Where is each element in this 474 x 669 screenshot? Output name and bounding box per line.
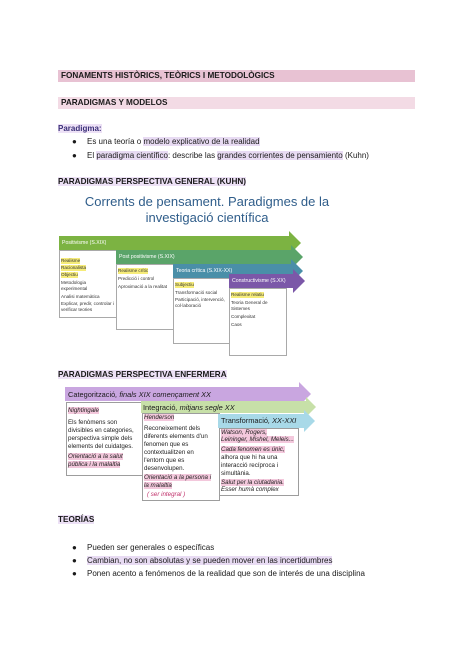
paradigma-label bbox=[58, 124, 102, 133]
transformacio-line-2: interacció recíproca i bbox=[221, 462, 279, 469]
paradigma-b2-post: (Kuhn) bbox=[342, 151, 369, 160]
constructivisme-line-4: Complexitat bbox=[231, 314, 256, 319]
integracio-line-6: desenvolupen. bbox=[144, 465, 185, 472]
paradigma-b1-highlight: modelo explicativo de la realidad bbox=[143, 137, 260, 146]
kuhn-title-b: Paradigmes de la bbox=[224, 194, 330, 209]
teorias-heading bbox=[58, 515, 94, 524]
categoritzacio-line-3: perspectiva simple dels bbox=[68, 435, 133, 442]
teorias-heading-text: TEORÍAS bbox=[58, 515, 95, 524]
positivisme-line-1: Realisme bbox=[61, 258, 81, 263]
integracio-line-1: Reconeixement dels bbox=[144, 425, 201, 432]
transformacio-tag: Watson, Rogers, bbox=[221, 429, 267, 436]
categoritzacio-pink-2: pública i la malaltia bbox=[68, 461, 121, 468]
paradigma-bullet-2 bbox=[87, 151, 369, 160]
positivisme-line-6: Analisi matemàtica bbox=[61, 294, 100, 299]
teorias-bullet-2 bbox=[87, 556, 332, 565]
constructivisme-line-3: Sistemes bbox=[231, 306, 250, 311]
positivisme-line-5: experimental bbox=[61, 286, 88, 291]
arrow-head bbox=[293, 269, 305, 293]
positivisme-label: Positivisme (S.XIX) bbox=[62, 240, 107, 246]
integracio-note: ( ser integral ) bbox=[147, 491, 186, 498]
subsection-title: PARADIGMAS Y MODELOS bbox=[61, 98, 168, 107]
transformacio-pink-1: Salut per la ciutadania. bbox=[221, 479, 284, 486]
transformacio-last: Esser humà complex bbox=[221, 486, 279, 493]
teoria-critica-line-3: Participació, intervenció, bbox=[175, 297, 225, 302]
teorias-bullet-1: Pueden ser generales o específicas bbox=[87, 543, 215, 552]
kuhn-heading bbox=[58, 177, 246, 186]
integracio-tag: Henderson bbox=[144, 414, 175, 421]
transformacio-line-3: simultània. bbox=[221, 470, 251, 477]
transformacio-line-1: alhora que hi ha una bbox=[221, 454, 278, 461]
paradigma-b2-text: El bbox=[87, 151, 97, 160]
postpositivisme-line-1: Realisme crític bbox=[118, 268, 149, 273]
integracio-line-4: contextualitzen en bbox=[144, 449, 194, 456]
positivisme-line-8: verificar teories bbox=[61, 307, 93, 312]
section-title: FONAMENTS HISTÒRICS, TEÒRICS I METODOLÒGICS bbox=[61, 71, 275, 80]
teoria-critica-line-4: col·laboració bbox=[175, 303, 202, 308]
categoritzacio-line-2: divisibles en categories, bbox=[68, 427, 134, 434]
paradigma-label-text: Paradigma: bbox=[58, 124, 102, 133]
transformacio-sub: , XX-XXI bbox=[267, 416, 297, 425]
teoria-critica-line-2: Transformació social bbox=[175, 290, 218, 295]
integracio-line-5: l'entorn que es bbox=[144, 457, 185, 464]
bullet-icon: ● bbox=[72, 151, 77, 160]
transformacio-pink-top: Cada fenomen es únic, bbox=[221, 446, 285, 453]
teorias-b2-text: Cambian, no son absolutas y se pueden mover en las incertidumbres bbox=[87, 556, 333, 565]
kuhn-heading-text: PARADIGMAS PERSPECTIVA GENERAL (KUHN) bbox=[58, 177, 247, 186]
nursing-heading bbox=[58, 370, 227, 379]
categoritzacio-title bbox=[68, 390, 211, 399]
categoritzacio-title-text: Categorització bbox=[68, 390, 116, 399]
integracio-line-3: fenomen que es bbox=[144, 441, 189, 448]
transformacio-title bbox=[221, 416, 296, 425]
nursing-heading-text: PARADIGMAS PERSPECTIVA ENFERMERA bbox=[58, 370, 227, 379]
kuhn-title-a: Corrents de pensament. bbox=[84, 194, 225, 209]
postpositivisme-line-2: Predicció i control bbox=[118, 276, 155, 281]
positivisme-line-3: Objectiu bbox=[61, 272, 78, 277]
positivisme-line-2: Racionalista bbox=[61, 265, 87, 270]
integracio-pink-2: la malaltia bbox=[144, 482, 172, 489]
constructivisme-line-5: Caos bbox=[231, 322, 242, 327]
integracio-sub: , mitjans segle XX bbox=[175, 403, 235, 412]
transformacio-tag-2: Leininger, Mishel, Meleis... bbox=[221, 436, 294, 443]
teoria-critica-line-1: Subjectiu bbox=[175, 282, 194, 287]
postpositivisme-label: Post positivisme (S.XIX) bbox=[119, 254, 175, 260]
categoritzacio-line-1: Els fenòmens son bbox=[68, 419, 118, 426]
bullet-icon: ● bbox=[72, 543, 77, 552]
postpositivisme-line-3: Aproximació a la realitat bbox=[118, 284, 168, 289]
kuhn-figure-title bbox=[62, 194, 352, 209]
constructivisme-label: Constructivisme (S.XX) bbox=[232, 278, 286, 284]
bullet-icon: ● bbox=[72, 569, 77, 578]
constructivisme-line-1: Realisme relatiu bbox=[231, 292, 264, 297]
paradigma-b1-text: Es una teoría o bbox=[87, 137, 144, 146]
integracio-title bbox=[143, 403, 235, 412]
categoritzacio-sub: , finals XIX començament XX bbox=[115, 390, 211, 399]
integracio-title-text: Integració bbox=[143, 403, 176, 412]
categoritzacio-pink-1: Orientació a la salut bbox=[68, 453, 123, 460]
positivisme-line-4: Metodologia bbox=[61, 280, 87, 285]
categoritzacio-tag: Nightingale bbox=[68, 407, 99, 414]
kuhn-figure-title-2: investigació científica bbox=[145, 210, 269, 225]
teoria-critica-label: Teoria crítica (S.XIX-XX) bbox=[176, 268, 233, 274]
arrow-head bbox=[304, 410, 315, 432]
integracio-line-2: diferents elements d'un bbox=[144, 433, 208, 440]
bullet-icon: ● bbox=[72, 556, 77, 565]
paradigma-b2-highlight-1: paradigma científico bbox=[96, 151, 168, 160]
positivisme-line-7: Explicar, predir, controlar i bbox=[61, 301, 114, 306]
paradigma-b2-highlight-2: grandes corrientes de pensamiento bbox=[217, 151, 343, 160]
integracio-pink-1: Orientació a la persona i bbox=[144, 474, 212, 481]
transformacio-title-text: Transformació bbox=[221, 416, 268, 425]
bullet-icon: ● bbox=[72, 137, 77, 146]
paradigma-b2-mid: : describe las bbox=[167, 151, 218, 160]
constructivisme-line-2: Teoria General de bbox=[231, 300, 268, 305]
teorias-bullet-3: Ponen acento a fenómenos de la realidad que son de interés de una disciplina bbox=[87, 569, 365, 578]
paradigma-bullet-1 bbox=[87, 137, 260, 146]
categoritzacio-line-4: elements del cuidatges. bbox=[68, 443, 134, 450]
